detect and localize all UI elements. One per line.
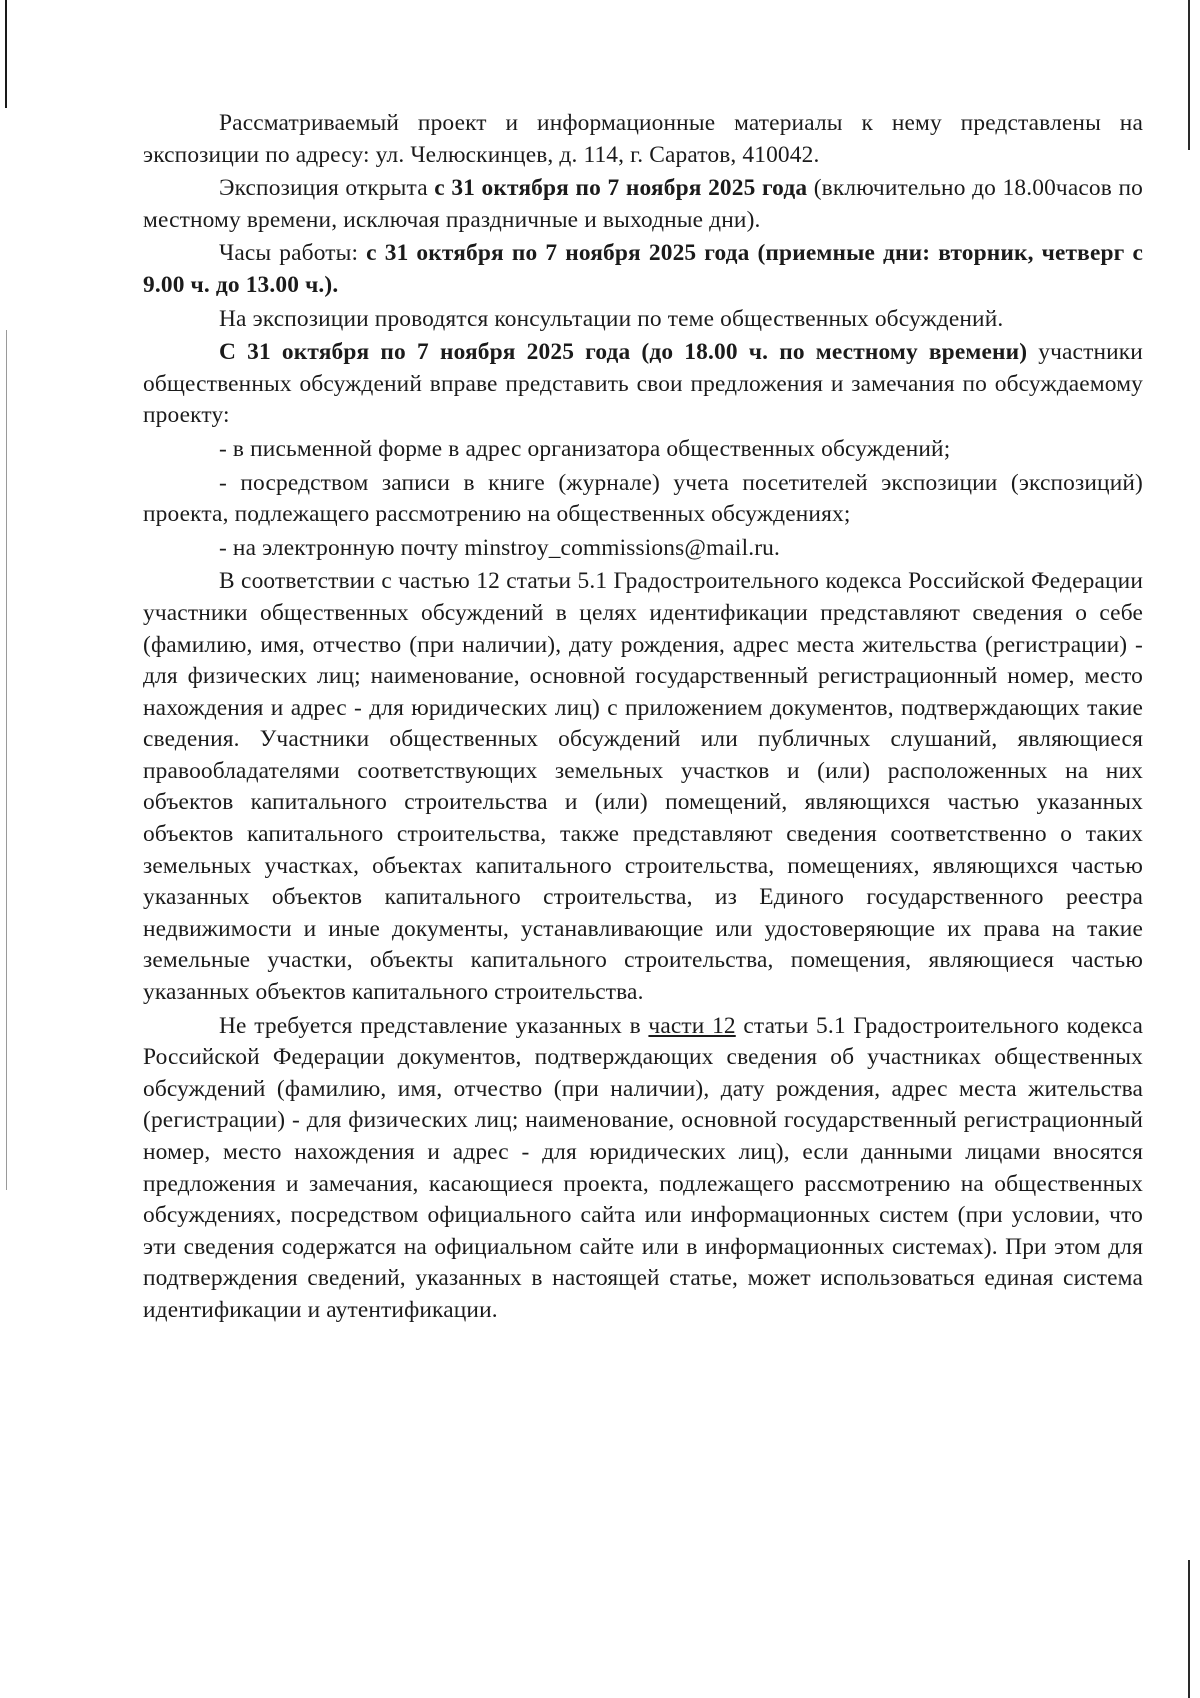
scan-edge-right-top: [1188, 0, 1190, 150]
bold-text: с 31 октября по 7 ноября 2025 года (приемные дни: вторник, четверг с 9.00 ч. до 13.00 ч.).: [143, 240, 1143, 298]
document-body: [143, 108, 1143, 1329]
submission-item-email: [143, 533, 1143, 565]
paragraph-text: Не требуется представление указанных в: [219, 1012, 649, 1039]
submission-item-visitor-book: [143, 468, 1143, 531]
paragraph-text: (включительно до 18.00часов по местному времени, исключая праздничные и выходные дни).: [143, 175, 1143, 233]
paragraph-text: Часы работы:: [219, 240, 367, 267]
bold-text: С 31 октября по 7 ноября 2025 года (до 18.00 ч. по местному времени): [219, 339, 1028, 366]
paragraph-text: В соответствии с частью 12 статьи 5.1 Градостроительного кодекса Российской Федерации участники общественных обсуждений в целях идентификации представляют сведения о себе (фамилию, имя, отчество (при наличии), дату рождения, адрес места жительства (регистрации) - для физических лиц; наименование, основной государственный регистрационный номер, место нахождения и адрес - для юридических лиц) с приложением документов, подтверждающих такие сведения. Участники общественных обсуждений или публичных слушаний, являющиеся правообладателями соответствующих земельных участков и (или) расположенных на них объектов капитального строительства и (или) помещений, являющихся частью указанных объектов капитального строительства, также представляют сведения соответственно о таких земельных участках, объектах капитального строительства, помещениях, являющихся частью указанных объектов капитального строительства, из Единого государственного реестра недвижимости и иные документы, устанавливающие или удостоверяющие их права на такие земельные участки, объекты капитального строительства, помещения, являющиеся частью указанных объектов капитального строительства.: [143, 568, 1143, 1006]
scan-edge-right-bottom: [1188, 1560, 1190, 1698]
identification-paragraph: [143, 566, 1143, 1008]
scan-edge-left: [5, 0, 7, 108]
paragraph-text: участники общественных обсуждений вправе представить свои предложения и замечания по обсуждаемому проекту:: [143, 339, 1143, 429]
exposition-address-paragraph: [143, 108, 1143, 171]
paragraph-text: - на электронную почту minstroy_commissions@mail.ru.: [219, 534, 781, 561]
bold-text: с 31 октября по 7 ноября 2025 года: [434, 175, 808, 202]
paragraph-text: Экспозиция открыта: [219, 175, 435, 202]
law-reference-link[interactable]: части 12: [648, 1012, 736, 1039]
submission-item-written: [143, 434, 1143, 466]
proposals-deadline-paragraph: [143, 337, 1143, 432]
paragraph-text: На экспозиции проводятся консультации по теме общественных обсуждений.: [219, 305, 1004, 332]
working-hours-paragraph: [143, 238, 1143, 301]
paragraph-text: - посредством записи в книге (журнале) учета посетителей экспозиции (экспозиций) проекта, подлежащего рассмотрению на общественных обсуждениях;: [143, 469, 1143, 528]
paragraph-text: статьи 5.1 Градостроительного кодекса Российской Федерации документов, подтверждающих сведения об участниках общественных обсуждений (фамилию, имя, отчество (при наличии), дату рождения, адрес места жительства (регистрации) - для физических лиц; наименование, основной государственный регистрационный номер, место нахождения и адрес - для юридических лиц), если данными лицами вносятся предложения и замечания, касающиеся проекта, подлежащего рассмотрению на общественных обсуждениях, посредством официального сайта или информационных систем (при условии, что эти сведения содержатся на официальном сайте или в информационных системах). При этом для подтверждения сведений, указанных в настоящей статье, может использоваться единая система идентификации и аутентификации.: [143, 1012, 1143, 1323]
no-documents-required-paragraph: [143, 1011, 1143, 1327]
exposition-dates-paragraph: [143, 173, 1143, 236]
scan-edge-left-faint: [6, 330, 7, 1190]
paragraph-text: Рассматриваемый проект и информационные материалы к нему представлены на экспозиции по адресу: ул. Челюскинцев, д. 114, г. Саратов, 410042.: [143, 110, 1143, 168]
consultations-paragraph: [143, 304, 1143, 336]
paragraph-text: - в письменной форме в адрес организатора общественных обсуждений;: [219, 435, 951, 462]
